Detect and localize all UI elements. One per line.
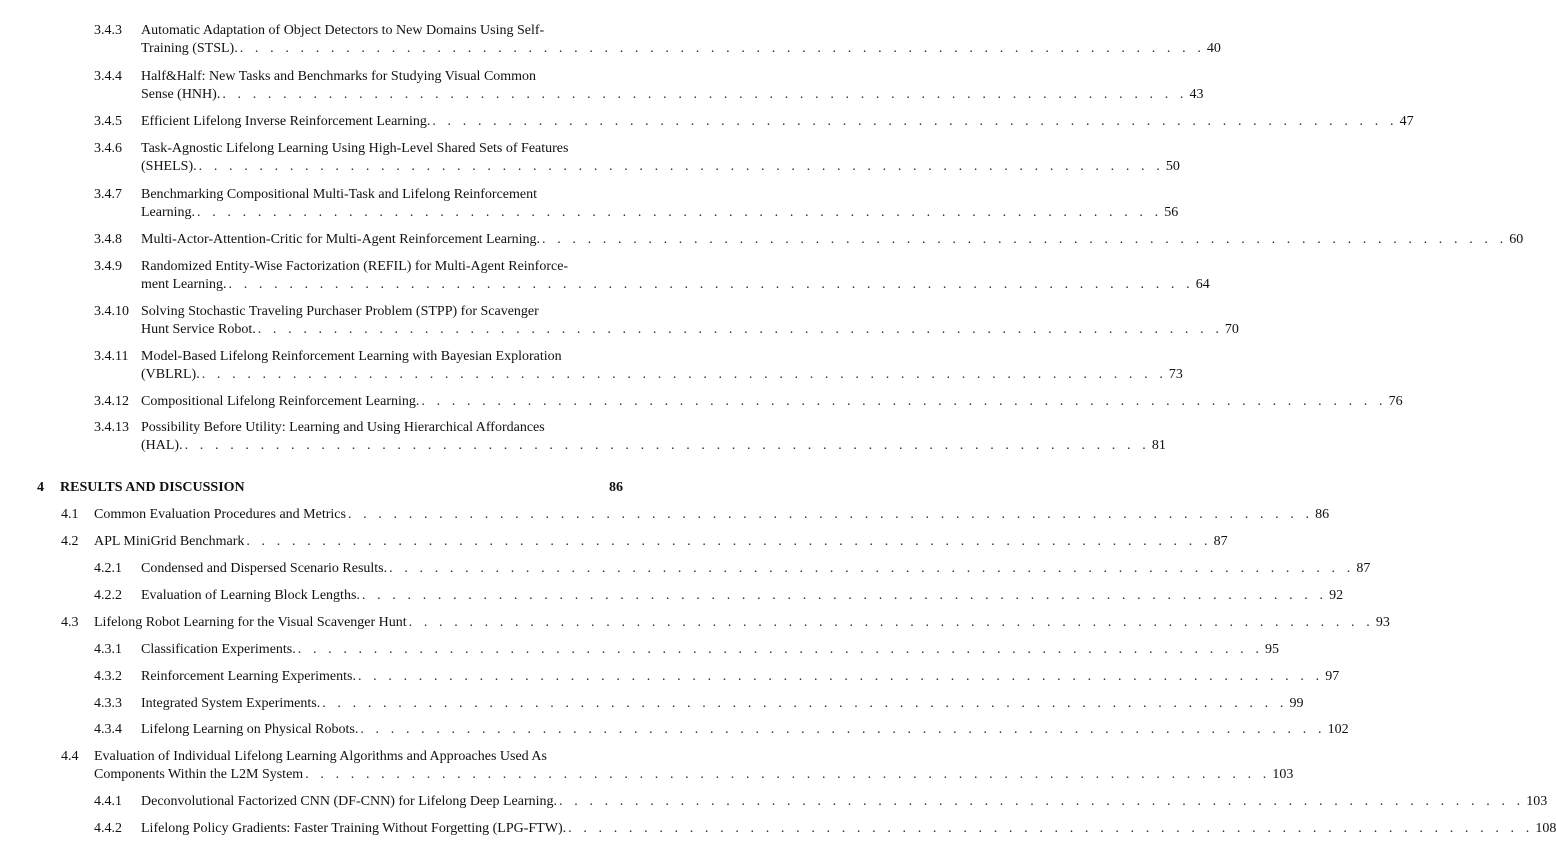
- toc-entry-number: 4.2: [61, 534, 79, 549]
- toc-page-number: 47: [1399, 114, 1414, 129]
- toc-entry-title: Multi-Actor-Attention-Critic for Multi-Agent Reinforcement Learning.: [141, 232, 540, 247]
- toc-page-number: 93: [1375, 615, 1390, 630]
- toc-entry-number: 3.4.6: [94, 141, 122, 156]
- dot-leader: . . . . . . . . . . . . . . . . . . . . . . . . . . . . . . . . . . . . . . . . . . . . . . . . . . . . . . . . . . . . . . . .: [542, 232, 1508, 247]
- toc-entry-title: Sense (HNH).: [141, 87, 221, 102]
- dot-leader: . . . . . . . . . . . . . . . . . . . . . . . . . . . . . . . . . . . . . . . . . . . . . . . . . . . . . . . . . . . . . . . .: [198, 159, 1164, 174]
- toc-entry-title: Deconvolutional Factorized CNN (DF-CNN) for Lifelong Deep Learning.: [141, 794, 557, 809]
- toc-entry-title: Learning.: [141, 205, 196, 220]
- toc-entry-title: Condensed and Dispersed Scenario Results.: [141, 561, 388, 576]
- dot-leader: . . . . . . . . . . . . . . . . . . . . . . . . . . . . . . . . . . . . . . . . . . . . . . . . . . . . . . . . . . . . . . . .: [421, 394, 1387, 409]
- toc-entry-title: (SHELS).: [141, 159, 197, 174]
- dot-leader: . . . . . . . . . . . . . . . . . . . . . . . . . . . . . . . . . . . . . . . . . . . . . . . . . . . . . . . . . . . . . . . .: [184, 438, 1150, 453]
- toc-entry-title: Reinforcement Learning Experiments.: [141, 669, 356, 684]
- toc-page-number: 60: [1509, 232, 1524, 247]
- dot-leader: . . . . . . . . . . . . . . . . . . . . . . . . . . . . . . . . . . . . . . . . . . . . . . . . . . . . . . . . . . . . . . . .: [197, 205, 1163, 220]
- dot-leader: . . . . . . . . . . . . . . . . . . . . . . . . . . . . . . . . . . . . . . . . . . . . . . . . . . . . . . . . . . . . . . . .: [347, 507, 1314, 522]
- dot-leader: . . . . . . . . . . . . . . . . . . . . . . . . . . . . . . . . . . . . . . . . . . . . . . . . . . . . . . . . . . . . . . . .: [568, 821, 1534, 836]
- toc-entry-title: Hunt Service Robot.: [141, 322, 256, 337]
- toc-page-number: 76: [1388, 394, 1403, 409]
- toc-entry-number: 4.4.2: [94, 821, 122, 836]
- toc-page-number: 92: [1329, 588, 1344, 603]
- toc-page-number: 86: [609, 480, 623, 495]
- toc-entry-number: 3.4.12: [94, 394, 129, 409]
- toc-entry-title-line: Half&Half: New Tasks and Benchmarks for Studying Visual Common: [141, 69, 537, 84]
- toc-entry-number: 4.2.2: [94, 588, 122, 603]
- toc-entry-title-line: Benchmarking Compositional Multi-Task and Lifelong Reinforcement: [141, 187, 537, 202]
- toc-entry-number: 4.3.4: [94, 722, 122, 737]
- toc-page-number: 70: [1224, 322, 1239, 337]
- dot-leader: . . . . . . . . . . . . . . . . . . . . . . . . . . . . . . . . . . . . . . . . . . . . . . . . . . . . . . . . . . . . . . . .: [228, 277, 1194, 292]
- dot-leader: . . . . . . . . . . . . . . . . . . . . . . . . . . . . . . . . . . . . . . . . . . . . . . . . . . . . . . . . . . . . . . . .: [201, 367, 1167, 382]
- dot-leader: . . . . . . . . . . . . . . . . . . . . . . . . . . . . . . . . . . . . . . . . . . . . . . . . . . . . . . . . . . . . . . . .: [257, 322, 1223, 337]
- toc-entry-number: 4.3.1: [94, 642, 122, 657]
- toc-page-number: 86: [1315, 507, 1330, 522]
- toc-entry-number: 3.4.9: [94, 259, 122, 274]
- toc-entry-title: APL MiniGrid Benchmark: [94, 534, 245, 549]
- toc-entry-title: (VBLRL).: [141, 367, 200, 382]
- dot-leader: . . . . . . . . . . . . . . . . . . . . . . . . . . . . . . . . . . . . . . . . . . . . . . . . . . . . . . . . . . . . . . . .: [246, 534, 1212, 549]
- toc-entry-title: RESULTS AND DISCUSSION: [60, 480, 245, 495]
- toc-entry-number: 4.3.3: [94, 696, 122, 711]
- toc-entry-title: Evaluation of Learning Block Lengths.: [141, 588, 360, 603]
- toc-entry-number: 3.4.8: [94, 232, 122, 247]
- dot-leader: . . . . . . . . . . . . . . . . . . . . . . . . . . . . . . . . . . . . . . . . . . . . . . . . . . . . . . . . . . . . . . . .: [389, 561, 1355, 576]
- toc-entry-title-line: Evaluation of Individual Lifelong Learning Algorithms and Approaches Used As: [94, 749, 547, 764]
- toc-entry-number: 3.4.11: [94, 349, 129, 364]
- toc-page-number: 56: [1164, 205, 1179, 220]
- toc-entry-title-line: Model-Based Lifelong Reinforcement Learning with Bayesian Exploration: [141, 349, 562, 364]
- toc-page-number: 95: [1264, 642, 1279, 657]
- toc-entry-number: 4.3.2: [94, 669, 122, 684]
- toc-entry-title-line: Randomized Entity-Wise Factorization (REFIL) for Multi-Agent Reinforce-: [141, 259, 569, 274]
- toc-page-number: 87: [1356, 561, 1371, 576]
- toc-entry-number: 4.4.1: [94, 794, 122, 809]
- toc-page-number: 64: [1195, 277, 1210, 292]
- toc-entry-title: Training (STSL).: [141, 41, 238, 56]
- dot-leader: . . . . . . . . . . . . . . . . . . . . . . . . . . . . . . . . . . . . . . . . . . . . . . . . . . . . . . . . . . . . . . . .: [559, 794, 1525, 809]
- toc-entry-number: 3.4.3: [94, 23, 122, 38]
- toc-entry-number: 3.4.10: [94, 304, 129, 319]
- toc-entry-number: 3.4.4: [94, 69, 122, 84]
- toc-page-number: 99: [1289, 696, 1304, 711]
- toc-page-number: 97: [1325, 669, 1340, 684]
- toc-entry-title: Lifelong Policy Gradients: Faster Training Without Forgetting (LPG-FTW).: [141, 821, 567, 836]
- toc-entry-title-line: Automatic Adaptation of Object Detectors to New Domains Using Self-: [141, 23, 545, 38]
- dot-leader: . . . . . . . . . . . . . . . . . . . . . . . . . . . . . . . . . . . . . . . . . . . . . . . . . . . . . . . . . . . . . . . .: [305, 767, 1271, 782]
- toc-entry-title: Classification Experiments.: [141, 642, 296, 657]
- dot-leader: . . . . . . . . . . . . . . . . . . . . . . . . . . . . . . . . . . . . . . . . . . . . . . . . . . . . . . . . . . . . . . . .: [360, 722, 1326, 737]
- toc-entry-title-line: Possibility Before Utility: Learning and Using Hierarchical Affordances: [141, 420, 545, 435]
- toc-page-number: 103: [1272, 767, 1294, 782]
- toc-page-number: 102: [1327, 722, 1349, 737]
- toc-entry-number: 4.3: [61, 615, 79, 630]
- toc-entry-number: 4: [37, 480, 44, 495]
- dot-leader: . . . . . . . . . . . . . . . . . . . . . . . . . . . . . . . . . . . . . . . . . . . . . . . . . . . . . . . . . . . . . . . .: [297, 642, 1263, 657]
- toc-page-number: 87: [1213, 534, 1228, 549]
- toc-entry-title: (HAL).: [141, 438, 183, 453]
- toc-page-number: 50: [1165, 159, 1180, 174]
- toc-entry-number: 3.4.13: [94, 420, 129, 435]
- toc-page-number: 81: [1151, 438, 1166, 453]
- toc-entry-number: 3.4.7: [94, 187, 122, 202]
- toc-entry-title-line: Task-Agnostic Lifelong Learning Using High-Level Shared Sets of Features: [141, 141, 569, 156]
- dot-leader: . . . . . . . . . . . . . . . . . . . . . . . . . . . . . . . . . . . . . . . . . . . . . . . . . . . . . . . . . . . . . . . .: [432, 114, 1398, 129]
- dot-leader: . . . . . . . . . . . . . . . . . . . . . . . . . . . . . . . . . . . . . . . . . . . . . . . . . . . . . . . . . . . . . . . .: [408, 615, 1374, 630]
- toc-entry-number: 3.4.5: [94, 114, 122, 129]
- toc-entry-number: 4.1: [61, 507, 79, 522]
- dot-leader: . . . . . . . . . . . . . . . . . . . . . . . . . . . . . . . . . . . . . . . . . . . . . . . . . . . . . . . . . . . . . . . .: [357, 669, 1324, 684]
- toc-page-number: 108: [1535, 821, 1556, 836]
- dot-leader: . . . . . . . . . . . . . . . . . . . . . . . . . . . . . . . . . . . . . . . . . . . . . . . . . . . . . . . . . . . . . . . .: [239, 41, 1205, 56]
- toc-entry-title: Efficient Lifelong Inverse Reinforcement Learning.: [141, 114, 431, 129]
- toc-entry-title-line: Solving Stochastic Traveling Purchaser Problem (STPP) for Scavenger: [141, 304, 539, 319]
- toc-page-number: 73: [1168, 367, 1183, 382]
- toc-entry-title: Integrated System Experiments.: [141, 696, 321, 711]
- toc-entry-title: Lifelong Learning on Physical Robots.: [141, 722, 359, 737]
- toc-entry-title: Common Evaluation Procedures and Metrics: [94, 507, 346, 522]
- toc-entry-title: Compositional Lifelong Reinforcement Learning.: [141, 394, 420, 409]
- toc-page-number: 103: [1526, 794, 1548, 809]
- toc-entry-number: 4.2.1: [94, 561, 122, 576]
- dot-leader: . . . . . . . . . . . . . . . . . . . . . . . . . . . . . . . . . . . . . . . . . . . . . . . . . . . . . . . . . . . . . . . .: [322, 696, 1288, 711]
- toc-entry-title: ment Learning.: [141, 277, 227, 292]
- toc-entry-number: 4.4: [61, 749, 79, 764]
- toc-page-number: 40: [1206, 41, 1221, 56]
- dot-leader: . . . . . . . . . . . . . . . . . . . . . . . . . . . . . . . . . . . . . . . . . . . . . . . . . . . . . . . . . . . . . . . .: [361, 588, 1328, 603]
- toc-page-number: 43: [1189, 87, 1204, 102]
- toc-entry-title: Lifelong Robot Learning for the Visual Scavenger Hunt: [94, 615, 407, 630]
- dot-leader: . . . . . . . . . . . . . . . . . . . . . . . . . . . . . . . . . . . . . . . . . . . . . . . . . . . . . . . . . . . . . . . .: [222, 87, 1188, 102]
- toc-entry-title: Components Within the L2M System: [94, 767, 304, 782]
